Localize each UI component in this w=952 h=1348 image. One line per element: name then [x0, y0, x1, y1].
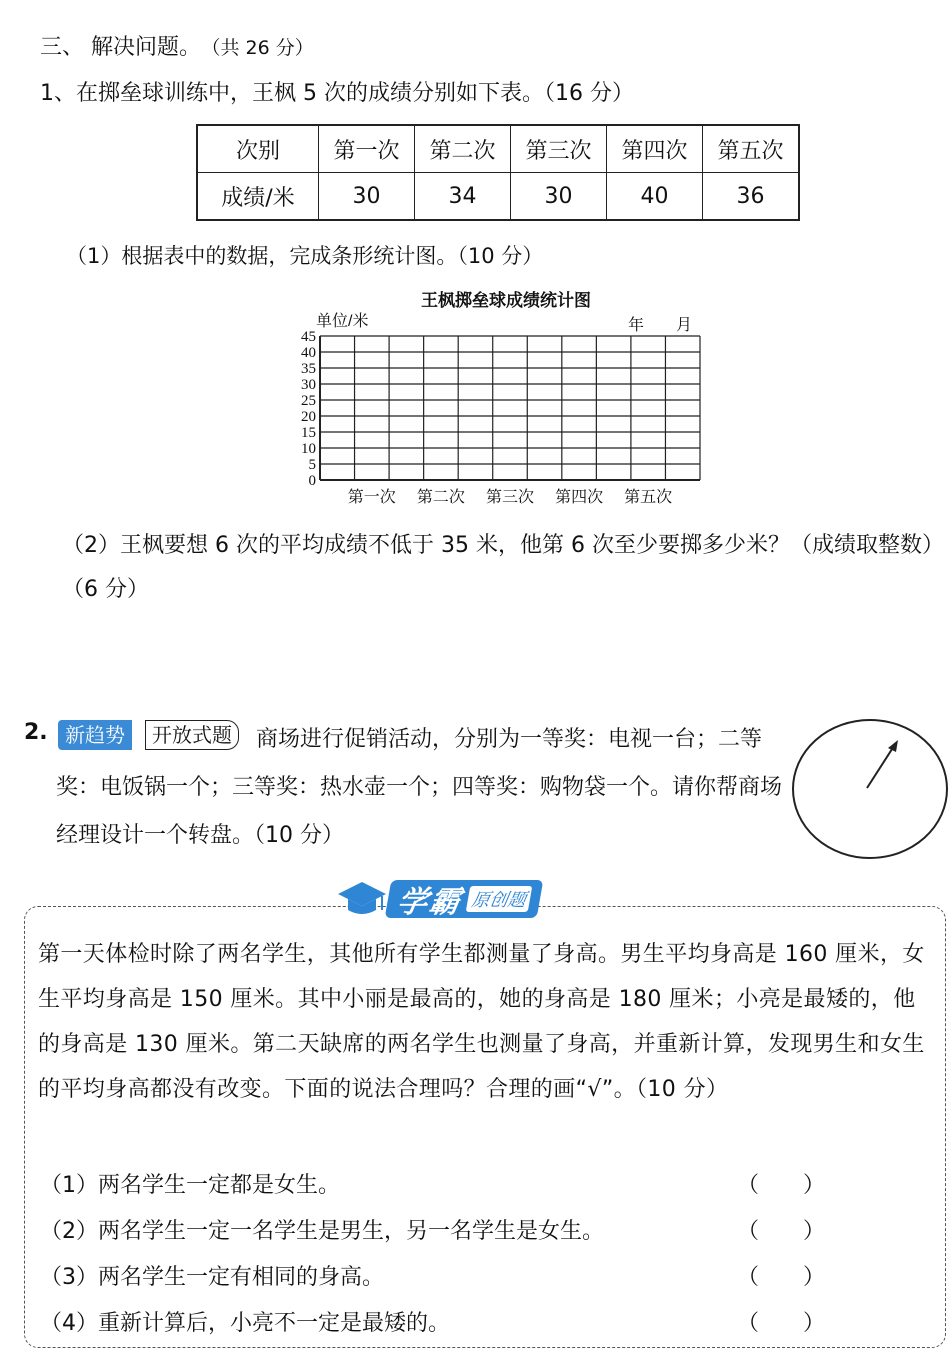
y-tick-label: 10	[301, 441, 316, 457]
option-3: （3）两名学生一定有相同的身高。	[40, 1265, 384, 1290]
section-points: （共 26 分）	[211, 37, 314, 59]
table-cell: 30	[319, 173, 415, 221]
table-column-header: 第五次	[703, 125, 800, 173]
y-tick-label: 45	[301, 329, 316, 345]
q2-text: 商场进行促销活动，分别为一等奖：电视一台；二等奖：电饭锅一个；三等奖：热水壶一个；四等奖：购物袋一个。请你帮商场经理设计一个转盘。（10 分）	[56, 727, 783, 848]
option-4: （4）重新计算后，小亮不一定是最矮的。	[40, 1311, 450, 1336]
q1-stem: 1、在掷垒球训练中，王枫 5 次的成绩分别如下表。（16 分）	[40, 81, 634, 106]
option-2: （2）两名学生一定一名学生是男生，另一名学生是女生。	[40, 1219, 604, 1244]
y-tick-label: 15	[301, 425, 316, 441]
section-title-text: 三、 解决问题。	[40, 35, 201, 60]
q1-sub2: （2）王枫要想 6 次的平均成绩不低于 35 米，他第 6 次至少要掷多少米？（成绩取整数）（6 分）	[62, 533, 933, 602]
chart-grid	[320, 336, 700, 480]
y-tick-label: 35	[301, 361, 316, 377]
table-row	[197, 173, 799, 221]
x-category-label: 第二次	[416, 489, 465, 506]
chart-date-label: 年 月	[628, 317, 693, 334]
table-row-header: 成绩/米	[197, 173, 319, 221]
x-category-label: 第四次	[555, 489, 604, 506]
y-tick-label: 0	[308, 473, 316, 489]
table-column-header: 第三次	[511, 125, 607, 173]
q1-sub1: （1）根据表中的数据，完成条形统计图。（10 分）	[66, 244, 544, 268]
x-category-label: 第三次	[485, 489, 535, 506]
answer-paren-3[interactable]: （ ）	[737, 1265, 826, 1290]
brand-big-text: 学霸	[394, 885, 465, 920]
bar-chart	[280, 282, 720, 514]
table-column-header: 第一次	[319, 125, 415, 173]
original-question-text: 第一天体检时除了两名学生，其他所有学生都测量了身高。男生平均身高是 160 厘米，女生平均身高是 150 厘米。其中小丽是最高的，她的身高是 180 厘米；小亮是最矮的，他的身高是 130 厘米。第二天缺席的两名学生也测量了身高，并重新计算，发现男生和女生的平均身高都没有改变。下面的说法合理吗？合理的画“√”。（10 分）	[38, 942, 925, 1102]
brand-header	[336, 876, 540, 922]
trend-badge: 新趋势	[58, 720, 132, 750]
x-category-label: 第一次	[347, 489, 396, 506]
spinner-wheel	[790, 716, 952, 862]
answer-paren-4[interactable]: （ ）	[737, 1311, 826, 1336]
chart-y-ticks	[301, 329, 316, 489]
pointer-arrow-icon	[888, 740, 898, 752]
spinner-pointer	[867, 746, 894, 788]
brand-small-text: 原创题	[466, 886, 533, 912]
y-tick-label: 40	[301, 345, 316, 361]
answer-paren-2[interactable]: （ ）	[737, 1219, 826, 1244]
answer-paren-1[interactable]: （ ）	[737, 1173, 826, 1198]
scores-table	[196, 124, 800, 221]
table-row-header: 次别	[197, 125, 319, 173]
table-row	[197, 125, 799, 173]
table-cell: 40	[607, 173, 703, 221]
table-cell: 30	[511, 173, 607, 221]
y-tick-label: 5	[308, 457, 316, 473]
chart-title: 王枫掷垒球成绩统计图	[421, 291, 591, 310]
spinner-circle	[793, 720, 947, 858]
chart-x-ticks	[348, 488, 672, 506]
graduation-cap-icon	[336, 876, 388, 922]
x-category-label: 第五次	[624, 489, 673, 506]
table-cell: 36	[703, 173, 800, 221]
q2-number: 2.	[24, 720, 48, 745]
y-tick-label: 20	[301, 409, 316, 425]
option-1: （1）两名学生一定都是女生。	[40, 1173, 340, 1198]
open-question-badge: 开放式题	[145, 720, 239, 750]
brand-banner	[385, 880, 544, 918]
y-tick-label: 30	[301, 377, 316, 393]
table-column-header: 第四次	[607, 125, 703, 173]
table-cell: 34	[415, 173, 511, 221]
chart-ylabel: 单位/米	[316, 313, 369, 330]
y-tick-label: 25	[301, 393, 316, 409]
section-title	[40, 30, 314, 61]
table-column-header: 第二次	[415, 125, 511, 173]
